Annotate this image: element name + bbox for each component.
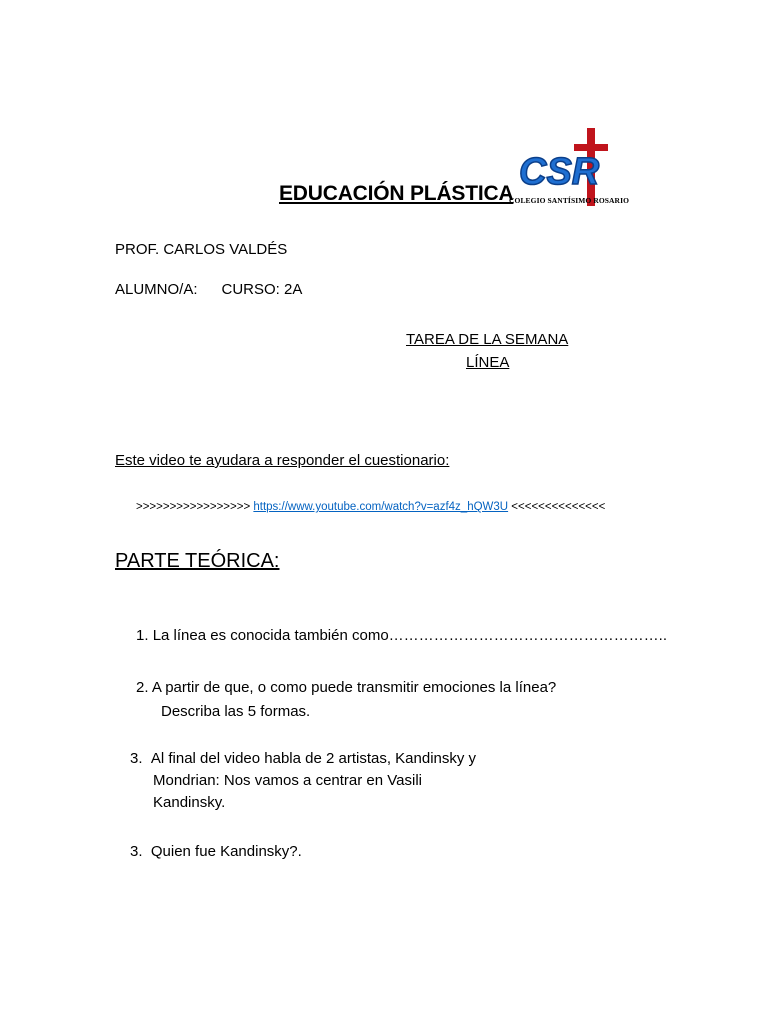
student-label: ALUMNO/A: (115, 281, 198, 298)
question-text: Al final del video habla de 2 artistas, Kandinsky y (150, 750, 477, 767)
question-text: La línea es conocida también como……………………………………………….. (152, 627, 668, 644)
logo-letters: CSR (519, 151, 600, 193)
question-2 (136, 679, 556, 696)
question-number: 3. (130, 843, 143, 860)
student-course-line (115, 281, 302, 298)
question-2-continuation: Describa las 5 formas. (161, 703, 311, 720)
professor-name: PROF. CARLOS VALDÉS (115, 241, 288, 258)
section-heading: PARTE TEÓRICA: (115, 550, 280, 572)
youtube-link[interactable]: https://www.youtube.com/watch?v=azf4z_hQW3U (253, 501, 509, 513)
cross-horizontal (574, 144, 608, 151)
link-suffix: <<<<<<<<<<<<<< (511, 501, 606, 513)
video-intro: Este video te ayudara a responder el cuestionario: (115, 452, 450, 469)
question-text: A partir de que, o como puede transmitir emociones la línea? (151, 679, 557, 696)
assignment-title: TAREA DE LA SEMANA (406, 331, 569, 348)
link-prefix: >>>>>>>>>>>>>>>>> (136, 501, 251, 513)
page-title: EDUCACIÓN PLÁSTICA (279, 182, 514, 205)
question-1 (136, 627, 667, 644)
logo-caption: COLEGIO SANTÍSIMO ROSARIO (509, 196, 630, 205)
assignment-topic: LÍNEA (466, 354, 510, 371)
video-link-line (136, 501, 605, 513)
question-3-continuation-1: Mondrian: Nos vamos a centrar en Vasili (153, 772, 423, 789)
question-number: 3. (130, 750, 143, 767)
question-3-continuation-2: Kandinsky. (153, 794, 226, 811)
question-3 (130, 750, 476, 767)
course-label: CURSO: 2A (221, 281, 303, 298)
question-text: Quien fue Kandinsky?. (150, 843, 302, 860)
question-4 (130, 843, 302, 860)
question-number: 2. (136, 679, 149, 696)
question-number: 1. (136, 627, 149, 644)
